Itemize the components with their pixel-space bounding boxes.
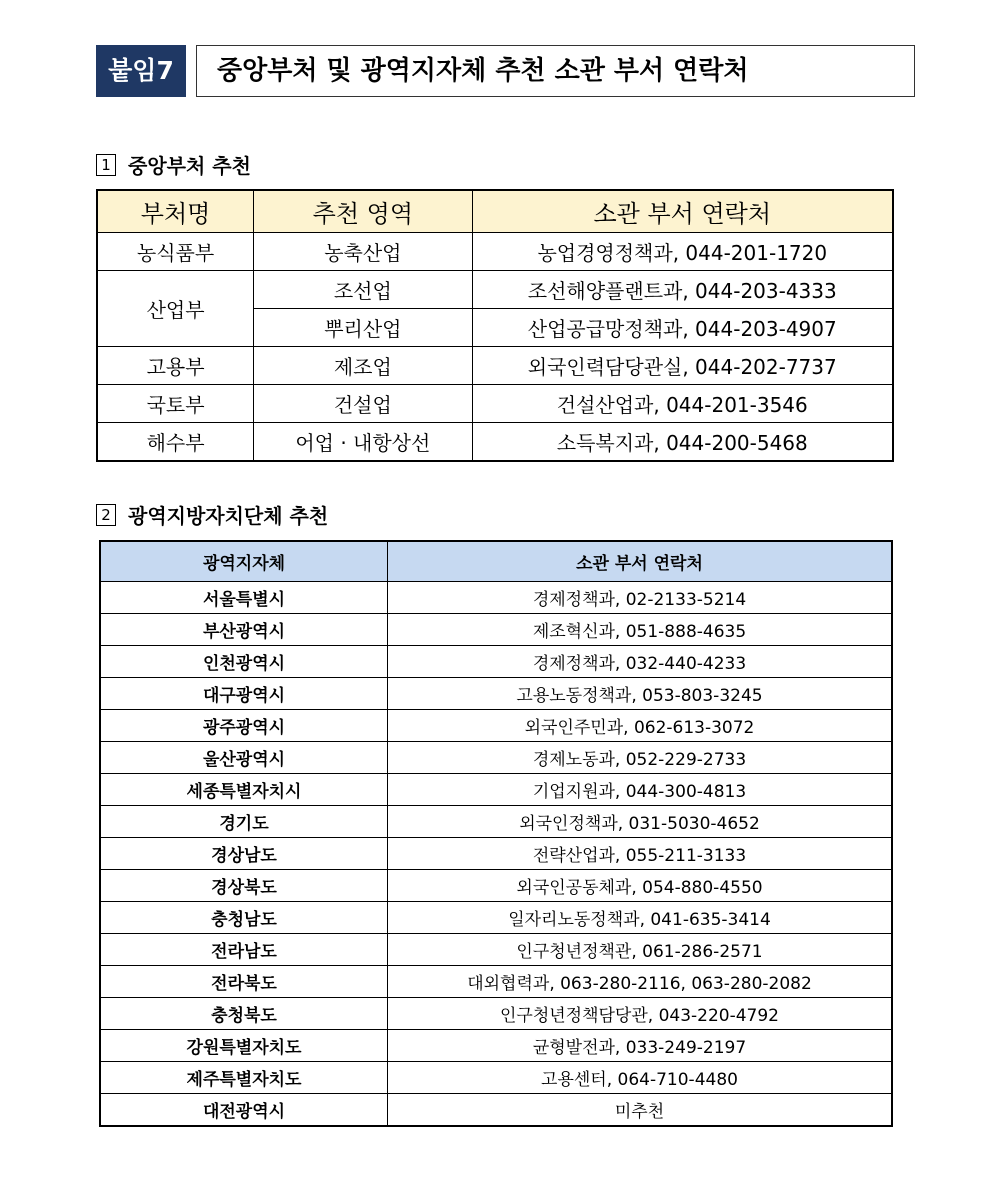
region-name: 울산광역시 <box>100 742 388 774</box>
ministry-name: 산업부 <box>97 271 254 347</box>
section1-number: 1 <box>96 154 116 176</box>
table-row <box>97 233 893 271</box>
region-contact: 인구청년정책담당관, 043-220-4792 <box>388 998 893 1030</box>
table-row <box>97 385 893 423</box>
region-name: 부산광역시 <box>100 614 388 646</box>
table-row <box>100 678 892 710</box>
region-contact: 경제정책과, 02-2133-5214 <box>388 582 893 614</box>
region-name: 경상남도 <box>100 838 388 870</box>
table-row <box>100 614 892 646</box>
ministry-name: 해수부 <box>97 423 254 462</box>
region-contact: 제조혁신과, 051-888-4635 <box>388 614 893 646</box>
region-contact: 경제노동과, 052-229-2733 <box>388 742 893 774</box>
table-row <box>100 870 892 902</box>
region-contact: 고용센터, 064-710-4480 <box>388 1062 893 1094</box>
table-row <box>100 966 892 998</box>
region-name: 강원특별자치도 <box>100 1030 388 1062</box>
col-region-contact: 소관 부서 연락처 <box>388 541 893 582</box>
section2-heading <box>96 500 328 529</box>
table-row <box>100 1062 892 1094</box>
department-contact: 소득복지과, 044-200-5468 <box>472 423 893 462</box>
region-name: 대전광역시 <box>100 1094 388 1127</box>
region-name: 서울특별시 <box>100 582 388 614</box>
region-name: 인천광역시 <box>100 646 388 678</box>
section1-heading <box>96 150 251 179</box>
region-name: 충청북도 <box>100 998 388 1030</box>
table-row <box>97 423 893 462</box>
region-name: 전라북도 <box>100 966 388 998</box>
section2-number: 2 <box>96 504 116 526</box>
ministry-name: 농식품부 <box>97 233 254 271</box>
col-ministry: 부처명 <box>97 190 254 233</box>
section2-title: 광역지방자치단체 추천 <box>128 504 329 528</box>
recommend-area: 건설업 <box>254 385 472 423</box>
table-row <box>100 646 892 678</box>
region-name: 전라남도 <box>100 934 388 966</box>
col-contact: 소관 부서 연락처 <box>472 190 893 233</box>
table-row <box>100 806 892 838</box>
recommend-area: 어업 · 내항상선 <box>254 423 472 462</box>
table-row <box>100 742 892 774</box>
ministry-name: 국토부 <box>97 385 254 423</box>
region-name: 대구광역시 <box>100 678 388 710</box>
region-table <box>99 540 893 1127</box>
recommend-area: 뿌리산업 <box>254 309 472 347</box>
table-row <box>100 902 892 934</box>
region-table-header <box>100 541 892 582</box>
ministry-name: 고용부 <box>97 347 254 385</box>
department-contact: 조선해양플랜트과, 044-203-4333 <box>472 271 893 309</box>
table-row <box>100 582 892 614</box>
ministry-table-header <box>97 190 893 233</box>
region-contact: 기업지원과, 044-300-4813 <box>388 774 893 806</box>
region-contact: 균형발전과, 033-249-2197 <box>388 1030 893 1062</box>
region-contact: 일자리노동정책과, 041-635-3414 <box>388 902 893 934</box>
region-contact: 대외협력과, 063-280-2116, 063-280-2082 <box>388 966 893 998</box>
region-contact: 전략산업과, 055-211-3133 <box>388 838 893 870</box>
table-row <box>100 1030 892 1062</box>
recommend-area: 제조업 <box>254 347 472 385</box>
table-row <box>100 838 892 870</box>
department-contact: 외국인력담당관실, 044-202-7737 <box>472 347 893 385</box>
recommend-area: 농축산업 <box>254 233 472 271</box>
region-name: 세종특별자치시 <box>100 774 388 806</box>
table-row <box>100 998 892 1030</box>
region-name: 제주특별자치도 <box>100 1062 388 1094</box>
region-name: 경상북도 <box>100 870 388 902</box>
department-contact: 농업경영정책과, 044-201-1720 <box>472 233 893 271</box>
document-title: 중앙부처 및 광역지자체 추천 소관 부서 연락처 <box>196 45 915 97</box>
document-header <box>96 45 895 97</box>
region-contact: 고용노동정책과, 053-803-3245 <box>388 678 893 710</box>
region-name: 충청남도 <box>100 902 388 934</box>
col-region: 광역지자체 <box>100 541 388 582</box>
region-contact: 경제정책과, 032-440-4233 <box>388 646 893 678</box>
table-row <box>100 774 892 806</box>
region-contact: 미추천 <box>388 1094 893 1127</box>
table-row <box>100 1094 892 1127</box>
section1-title: 중앙부처 추천 <box>128 154 251 178</box>
table-row <box>100 710 892 742</box>
region-contact: 외국인정책과, 031-5030-4652 <box>388 806 893 838</box>
table-row <box>97 271 893 309</box>
attachment-badge: 붙임7 <box>96 45 186 97</box>
table-row <box>100 934 892 966</box>
table-row <box>97 347 893 385</box>
recommend-area: 조선업 <box>254 271 472 309</box>
col-area: 추천 영역 <box>254 190 472 233</box>
department-contact: 산업공급망정책과, 044-203-4907 <box>472 309 893 347</box>
ministry-table <box>96 189 894 462</box>
region-contact: 인구청년정책관, 061-286-2571 <box>388 934 893 966</box>
region-table-body <box>100 582 892 1127</box>
region-contact: 외국인공동체과, 054-880-4550 <box>388 870 893 902</box>
region-name: 광주광역시 <box>100 710 388 742</box>
region-contact: 외국인주민과, 062-613-3072 <box>388 710 893 742</box>
region-name: 경기도 <box>100 806 388 838</box>
department-contact: 건설산업과, 044-201-3546 <box>472 385 893 423</box>
